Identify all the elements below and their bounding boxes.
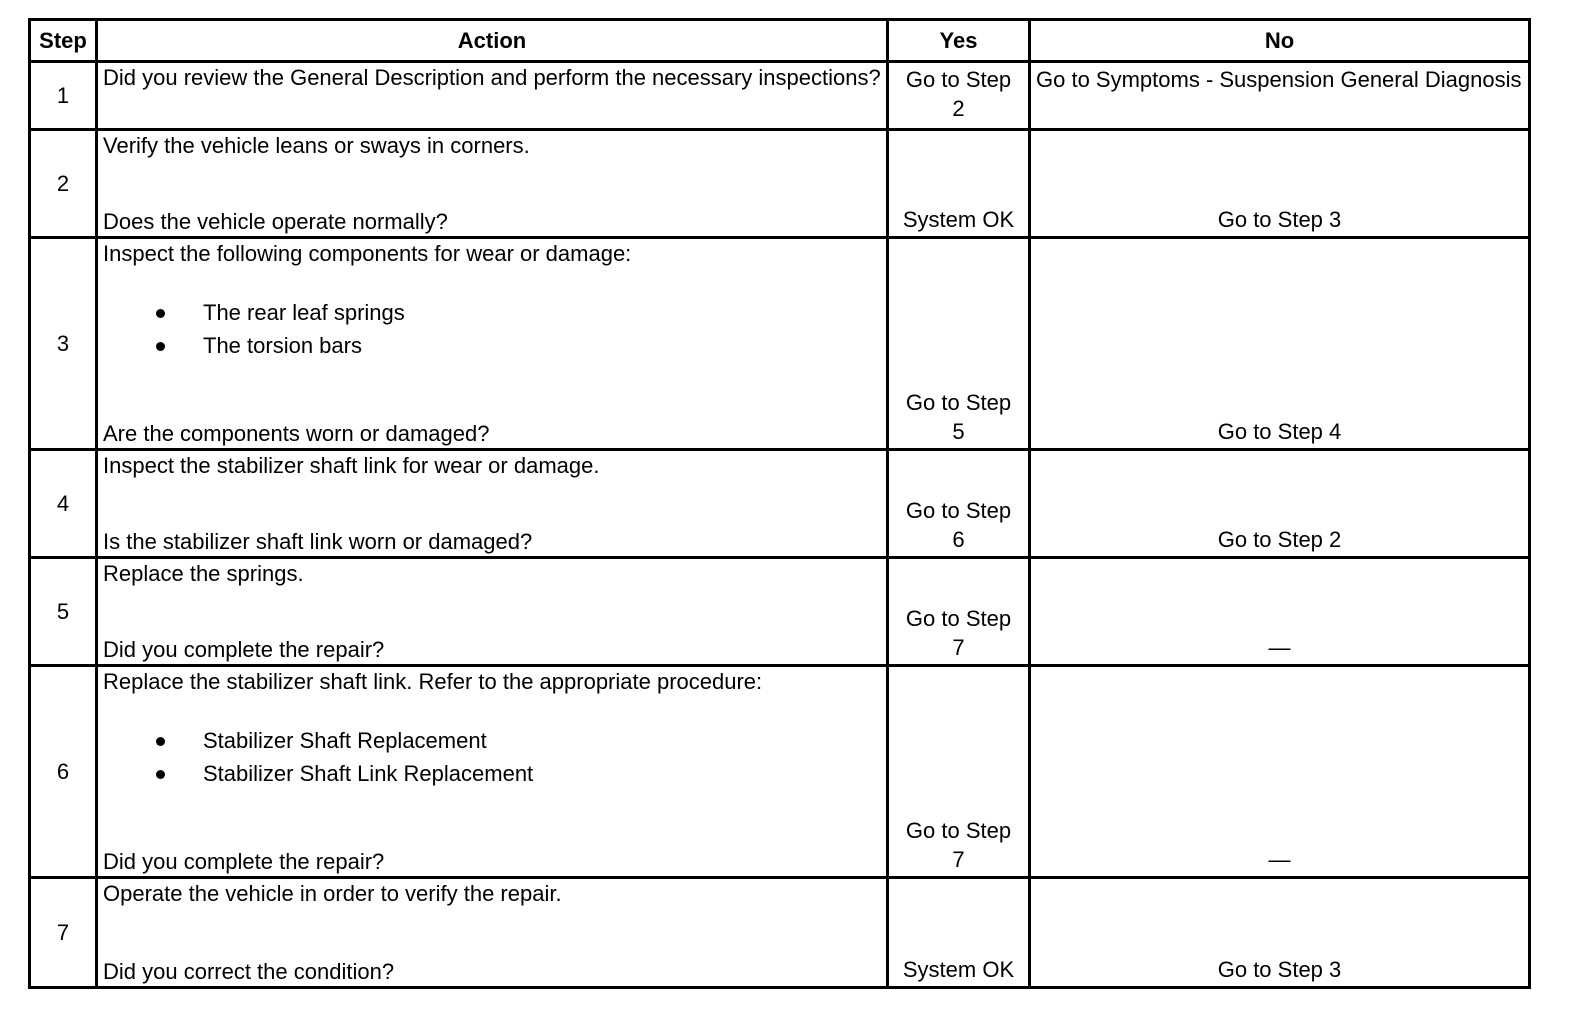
action-text: Inspect the following components for wear or damage: <box>103 241 632 266</box>
yes-result: System OK <box>888 878 1030 988</box>
bullet-item: Stabilizer Shaft Replacement <box>103 724 881 757</box>
action-question: Are the components worn or damaged? <box>103 421 490 446</box>
no-result: Go to Step 2 <box>1030 450 1530 558</box>
action-question: Did you complete the repair? <box>103 849 385 874</box>
action-cell <box>97 130 888 238</box>
no-result: — <box>1030 666 1530 878</box>
action-cell <box>97 558 888 666</box>
table-row <box>30 878 1530 988</box>
step-number: 6 <box>30 666 97 878</box>
no-result: — <box>1030 558 1530 666</box>
no-result: Go to Step 4 <box>1030 238 1530 450</box>
step-number: 7 <box>30 878 97 988</box>
table-row <box>30 238 1530 450</box>
header-step: Step <box>30 20 97 62</box>
bullet-item: The torsion bars <box>103 329 881 362</box>
action-cell <box>97 238 888 450</box>
step-number: 2 <box>30 130 97 238</box>
yes-result: System OK <box>888 130 1030 238</box>
bullet-list <box>103 724 881 790</box>
bullet-item: The rear leaf springs <box>103 296 881 329</box>
table-row <box>30 62 1530 130</box>
action-text: Inspect the stabilizer shaft link for wear or damage. <box>103 453 600 478</box>
action-text: Replace the stabilizer shaft link. Refer to the appropriate procedure: <box>103 669 763 694</box>
action-cell <box>97 62 888 130</box>
action-cell <box>97 878 888 988</box>
yes-result: Go to Step 6 <box>888 450 1030 558</box>
no-result: Go to Symptoms - Suspension General Diagnosis <box>1030 62 1530 130</box>
action-text: Replace the springs. <box>103 561 304 586</box>
table-row <box>30 130 1530 238</box>
table-row <box>30 558 1530 666</box>
action-text: Did you review the General Description and perform the necessary inspections? <box>103 65 881 90</box>
header-no: No <box>1030 20 1530 62</box>
step-number: 4 <box>30 450 97 558</box>
header-action: Action <box>97 20 888 62</box>
action-question: Is the stabilizer shaft link worn or damaged? <box>103 529 533 554</box>
table-row <box>30 666 1530 878</box>
header-yes: Yes <box>888 20 1030 62</box>
header-row <box>30 20 1530 62</box>
diagnostic-table <box>28 18 1531 989</box>
action-question: Does the vehicle operate normally? <box>103 209 448 234</box>
bullet-item: Stabilizer Shaft Link Replacement <box>103 757 881 790</box>
action-question: Did you correct the condition? <box>103 959 395 984</box>
step-number: 3 <box>30 238 97 450</box>
yes-result: Go to Step 2 <box>888 62 1030 130</box>
step-number: 5 <box>30 558 97 666</box>
bullet-list <box>103 296 881 362</box>
action-question: Did you complete the repair? <box>103 637 385 662</box>
action-text: Operate the vehicle in order to verify the repair. <box>103 881 562 906</box>
no-result: Go to Step 3 <box>1030 130 1530 238</box>
action-cell <box>97 450 888 558</box>
yes-result: Go to Step 7 <box>888 666 1030 878</box>
yes-result: Go to Step 7 <box>888 558 1030 666</box>
yes-result: Go to Step 5 <box>888 238 1030 450</box>
action-cell <box>97 666 888 878</box>
action-text: Verify the vehicle leans or sways in corners. <box>103 133 530 158</box>
table-row <box>30 450 1530 558</box>
no-result: Go to Step 3 <box>1030 878 1530 988</box>
step-number: 1 <box>30 62 97 130</box>
